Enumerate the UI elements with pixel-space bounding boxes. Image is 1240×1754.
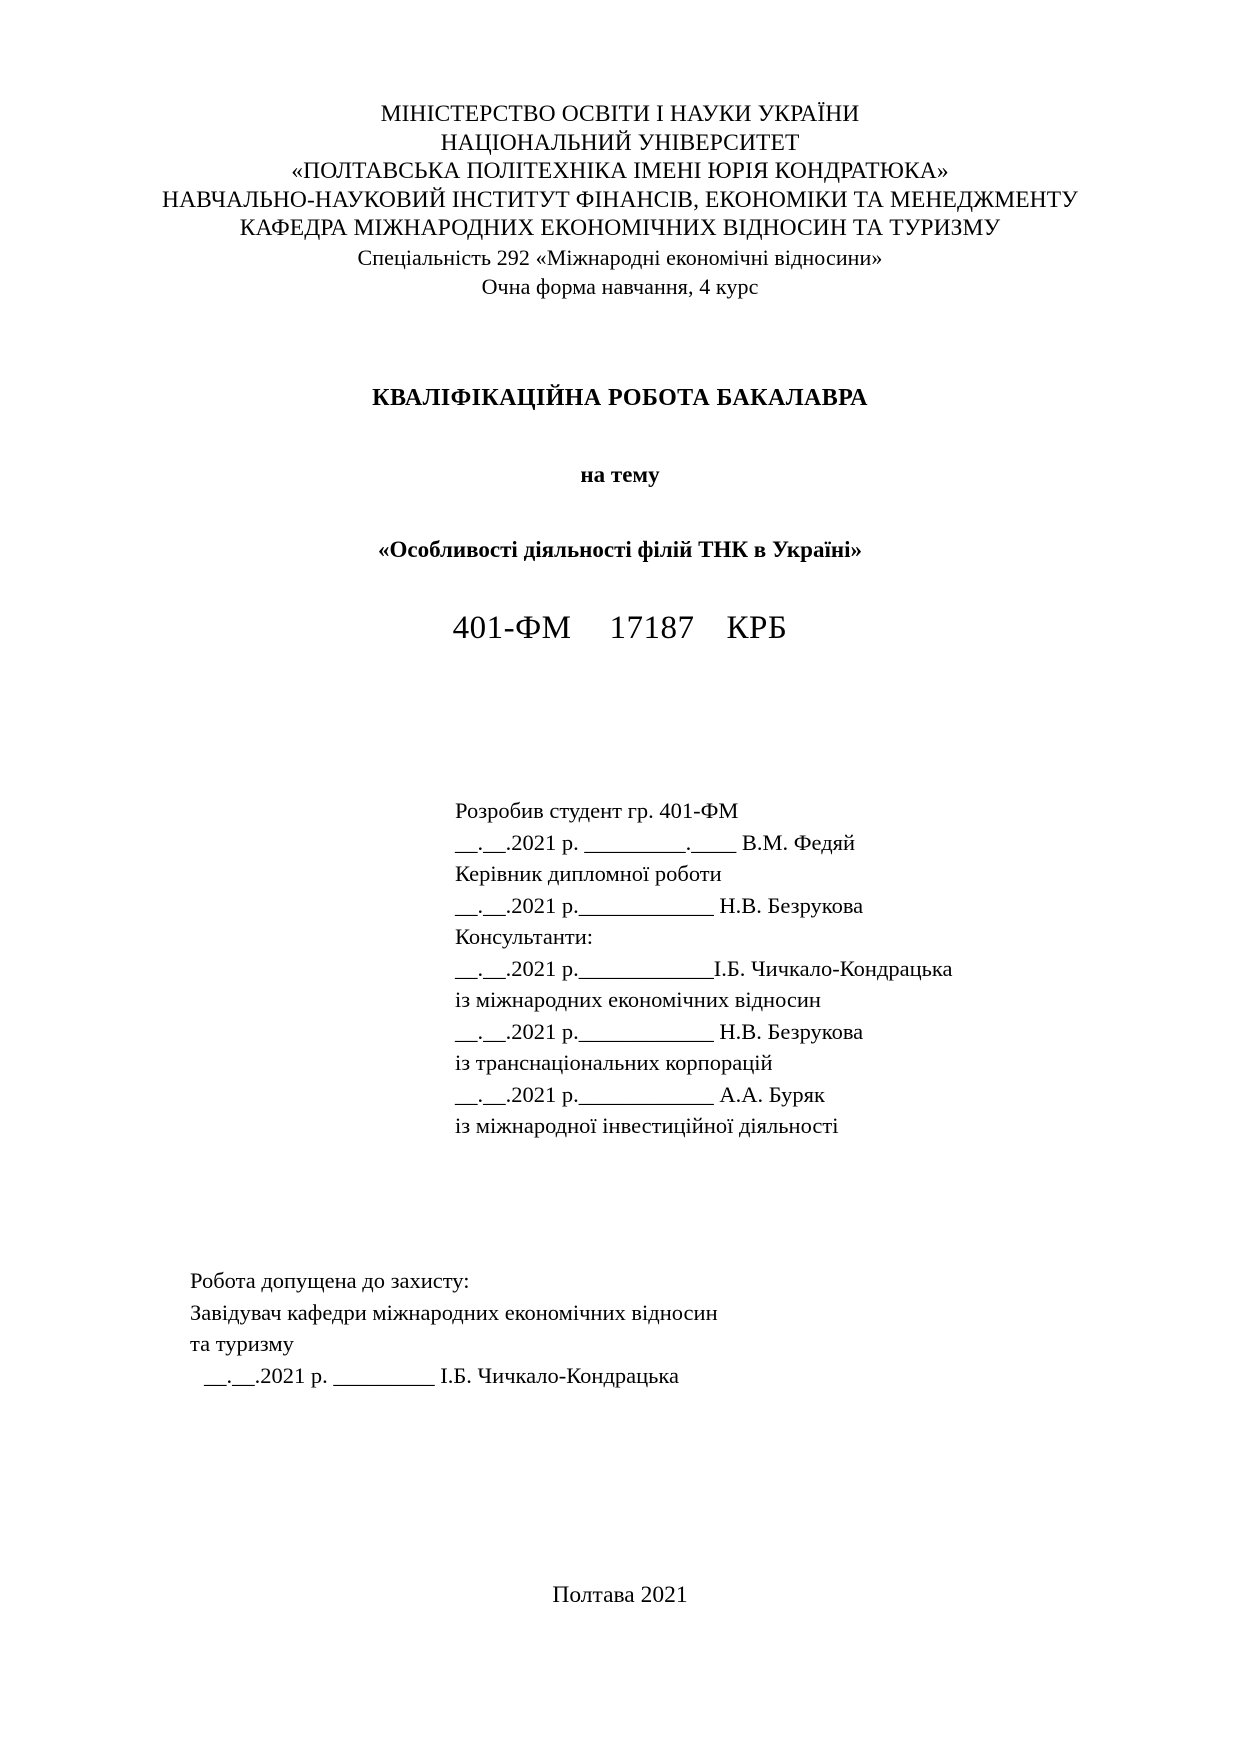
admission-head-line: Завідувач кафедри міжнародних економічних відносин (190, 1299, 718, 1325)
work-title-block (0, 385, 1240, 647)
signature-line: із міжнародної інвестиційної діяльності (455, 1113, 839, 1138)
footer (0, 1582, 1240, 1609)
signature-line: Розробив студент гр. 401-ФМ (455, 798, 739, 823)
speciality-line: Спеціальність 292 «Міжнародні економічні відносини» (357, 244, 883, 270)
code-suffix: КРБ (726, 610, 788, 646)
institute-line: НАВЧАЛЬНО-НАУКОВИЙ ІНСТИТУТ ФІНАНСІВ, ЕКОНОМІКИ ТА МЕНЕДЖМЕНТУ (162, 186, 1078, 213)
department-line: КАФЕДРА МІЖНАРОДНИХ ЕКОНОМІЧНИХ ВІДНОСИН ТА ТУРИЗМУ (239, 215, 1001, 241)
signature-line: __.__.2021 р.____________ А.А. Буряк (455, 1081, 825, 1107)
signature-line: __.__.2021 р. _________.____ В.М. Федяй (455, 829, 856, 855)
admission-signature-line: __.__.2021 р. _________ І.Б. Чичкало-Кондрацька (204, 1362, 680, 1388)
admission-head-line2: та туризму (190, 1331, 294, 1356)
university-line: НАЦІОНАЛЬНИЙ УНІВЕРСИТЕТ (440, 129, 800, 156)
on-topic-label: на тему (580, 462, 660, 487)
signature-line: Керівник дипломної роботи (455, 861, 722, 886)
admission-block (190, 1265, 1090, 1391)
study-form-line: Очна форма навчання, 4 курс (481, 273, 759, 299)
signature-line: Консультанти: (455, 924, 594, 949)
place-year: Полтава 2021 (552, 1582, 688, 1608)
signature-block (455, 795, 1075, 1142)
ministry-line: МІНІСТЕРСТВО ОСВІТИ І НАУКИ УКРАЇНИ (380, 101, 860, 127)
admission-title: Робота допущена до захисту: (190, 1268, 470, 1293)
university-name-line: «ПОЛТАВСЬКА ПОЛІТЕХНІКА ІМЕНІ ЮРІЯ КОНДРАТЮКА» (291, 158, 949, 184)
code-number: 17187 (609, 610, 695, 646)
work-type-heading: КВАЛІФІКАЦІЙНА РОБОТА БАКАЛАВРА (372, 385, 868, 411)
signature-line: із міжнародних економічних відносин (455, 987, 821, 1012)
work-code-line (0, 610, 1240, 647)
code-group: 401-ФМ (452, 610, 572, 646)
signature-line: __.__.2021 р.____________ Н.В. Безрукова (455, 892, 864, 918)
signature-line: із транснаціональних корпорацій (455, 1050, 773, 1075)
institution-header (0, 100, 1240, 301)
signature-line: __.__.2021 р.____________ Н.В. Безрукова (455, 1018, 864, 1044)
signature-line: __.__.2021 р.____________І.Б. Чичкало-Кондрацька (455, 955, 953, 981)
work-topic: «Особливості діяльності філій ТНК в Україні» (377, 537, 863, 562)
